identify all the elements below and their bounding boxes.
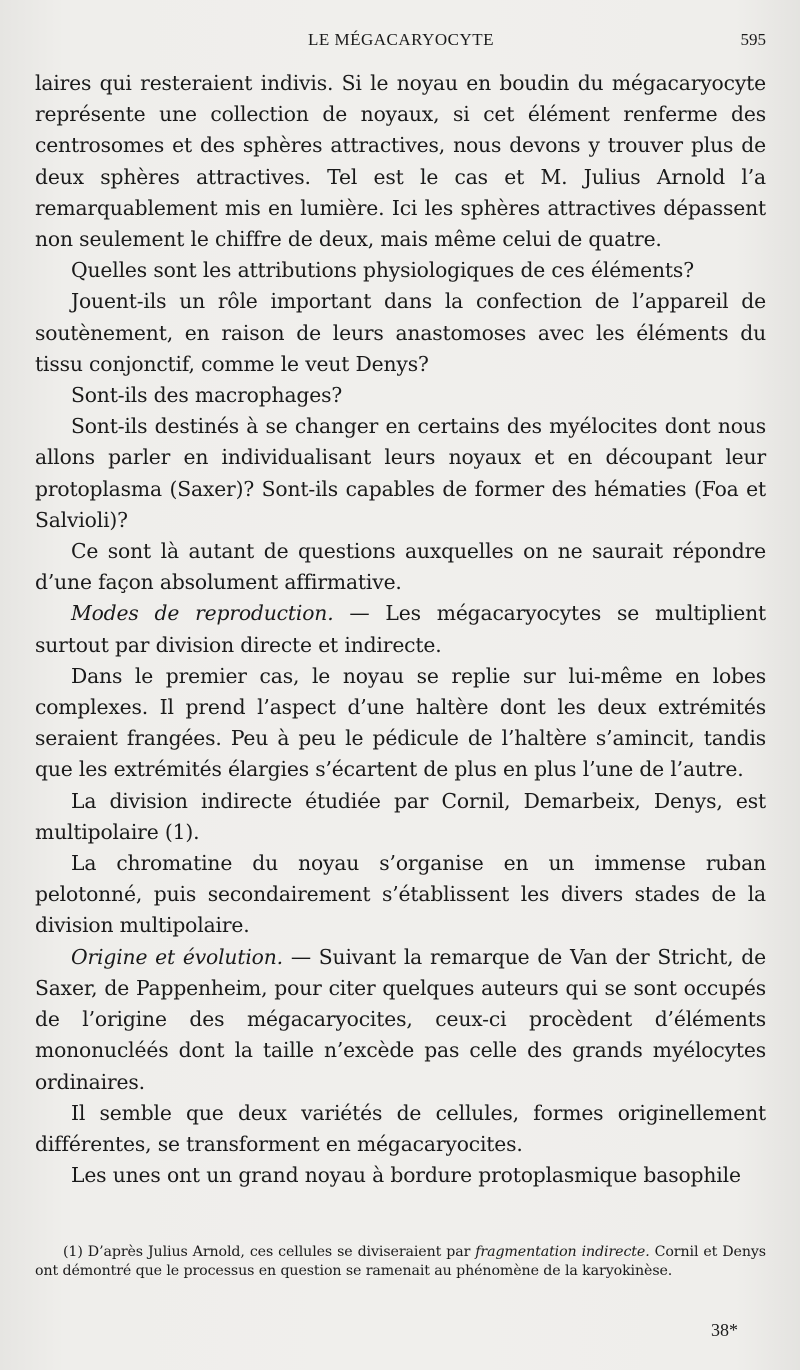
- running-title: LE MÉGACARYOCYTE: [307, 30, 495, 49]
- paragraph-text: La chromatine du noyau s’organise en un immense ruban pelotonné, puis secondairement s’établissent les divers stades de la division multipolaire.: [35, 851, 766, 938]
- paragraph-text: Il semble que deux variétés de cellules, formes originellement différentes, se transforment en mégacaryocites.: [35, 1100, 766, 1156]
- paragraph-text: Dans le premier cas, le noyau se replie sur lui-même en lobes complexes. Il prend l’aspect d’une haltère dont les deux extrémités seraient frangées. Peu à peu le pédicule de l’haltère s’amincit, tandis que les extrémités élargies s’écartent de plus en plus l’une de l’autre.: [35, 663, 766, 782]
- paragraph-text: Sont-ils destinés à se changer en certains des myélocites dont nous allons parler en individualisant leurs noyaux et en découpant leur protoplasma (Saxer)? Sont-ils capables de former des hématies (Foa et Salvioli)?: [35, 414, 766, 532]
- paragraph: [35, 255, 766, 286]
- footnote-text: [35, 1243, 766, 1281]
- running-header: [36, 30, 766, 58]
- paragraph-text: laires qui resteraient indivis. Si le noyau en boudin du mégacaryocyte représente une collection de noyaux, si cet élément renferme des centrosomes et des sphères attractives, nous devons y trouver plus de deux sphères attractives. Tel est le cas et M. Julius Arnold l’a remarquablement mis en lumière. Ici les sphères attractives dépassent non seulement le chiffre de deux, mais même celui de quatre.: [35, 71, 766, 252]
- paragraph: [35, 598, 766, 660]
- paragraph-text: — Les mégacaryocytes se multiplient surtout par division directe et indirecte.: [35, 601, 766, 657]
- page-number: 595: [740, 30, 766, 49]
- paragraph: [35, 380, 766, 411]
- footnote-text-part: Cornil et Denys ont démontré que le processus en question se ramenait au phénomène de la karyokinèse.: [35, 1244, 766, 1279]
- paragraph: [35, 942, 766, 1098]
- section-heading: Origine et évolution.: [71, 944, 283, 969]
- footnote-text-part: D’après Julius Arnold, ces cellules se diviseraient par: [82, 1244, 476, 1260]
- paragraph-text: Quelles sont les attributions physiologiques de ces éléments?: [71, 258, 694, 283]
- footnote-marker: (1): [63, 1244, 83, 1260]
- signature-mark: 38*: [711, 1320, 738, 1340]
- paragraph-text: Sont-ils des macrophages?: [71, 383, 343, 408]
- paragraph: [35, 536, 766, 598]
- section-heading: Modes de reproduction.: [71, 601, 334, 626]
- footnote: [35, 1243, 766, 1281]
- paragraph-text: Les unes ont un grand noyau à bordure protoplasmique basophile: [71, 1163, 741, 1188]
- paragraph: [35, 286, 766, 380]
- paragraph: [35, 68, 766, 255]
- paragraph-text: — Suivant la remarque de Van der Stricht, de Saxer, de Pappenheim, pour citer quelques auteurs qui se sont occupés de l’origine des mégacaryocites, ceux-ci procèdent d’éléments mononucléés dont la taille n’excède pas celle des grands myélocytes ordinaires.: [35, 944, 766, 1094]
- body-text: [35, 68, 766, 1191]
- paragraph: [35, 848, 766, 942]
- paragraph: [35, 411, 766, 536]
- paragraph-text: La division indirecte étudiée par Cornil, Demarbeix, Denys, est multipolaire (1).: [35, 788, 766, 844]
- paragraph-text: Ce sont là autant de questions auxquelles on ne saurait répondre d’une façon absolument affirmative.: [35, 539, 766, 595]
- footnote-italic: fragmentation indirecte.: [475, 1244, 650, 1260]
- paragraph: [35, 1160, 766, 1191]
- paragraph: [35, 661, 766, 786]
- paragraph: [35, 786, 766, 848]
- paragraph-text: Jouent-ils un rôle important dans la confection de l’appareil de soutènement, en raison de leurs anastomoses avec les éléments du tissu conjonctif, comme le veut Denys?: [35, 289, 766, 376]
- paragraph: [35, 1098, 766, 1160]
